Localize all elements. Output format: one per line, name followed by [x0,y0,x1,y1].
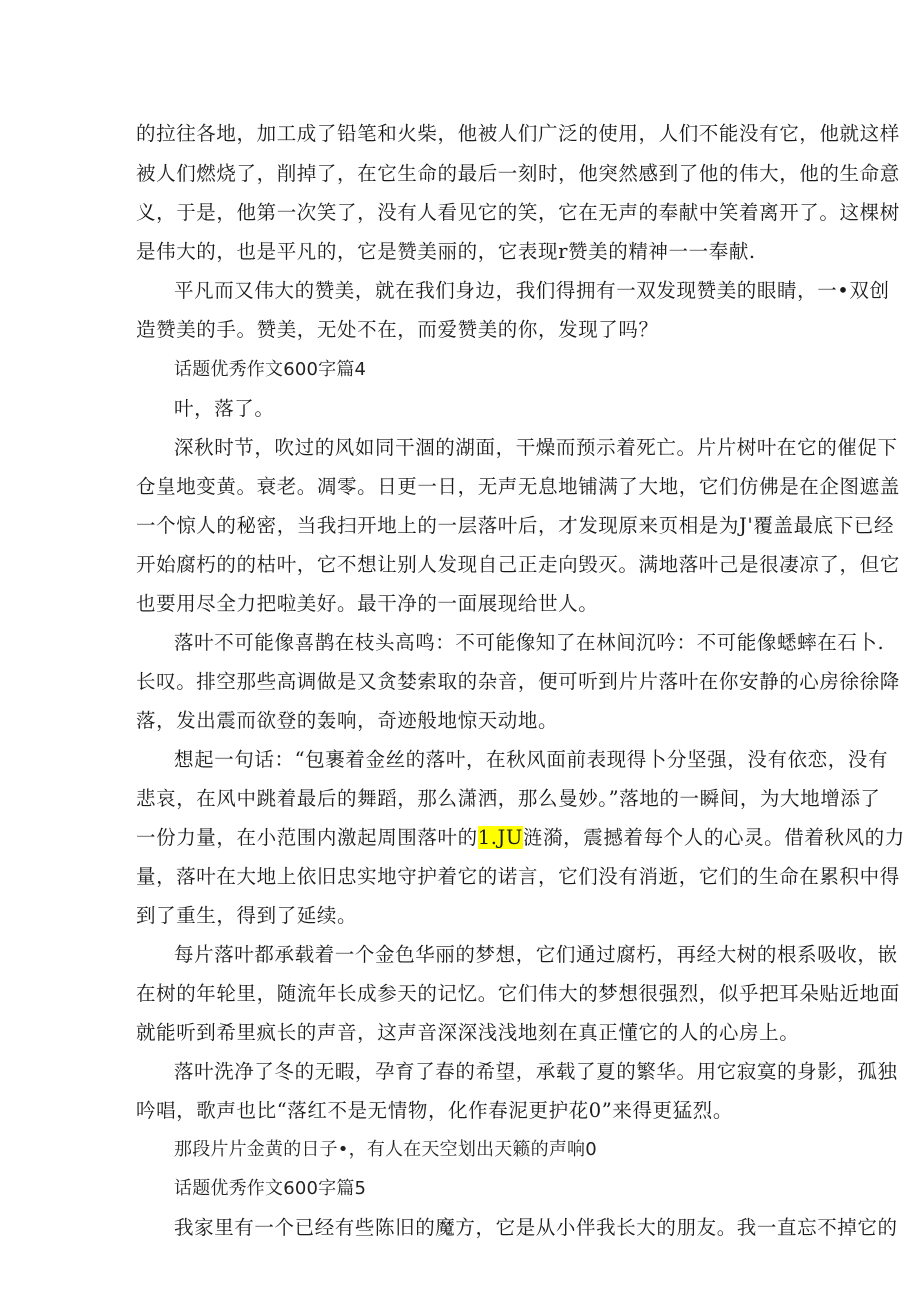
paragraph-1-line-2: 被人们燃烧了，削掉了，在它生命的最后一刻时，他突然感到了他的伟大，他的生命意 [136,162,900,185]
paragraph-6-line-2: 悲哀，在风中跳着最后的舞蹈，那么潇洒，那么曼妙。”落地的一瞬间，为大地增添了 [136,787,881,810]
paragraph-5-line-2: 长叹。排空那些高调做是又贪婪索取的杂音，便可听到片片落叶在你安静的心房徐徐降 [136,670,900,693]
paragraph-8-line-1: 落叶洗净了冬的无暇，孕育了春的希望，承载了夏的繁华。用它寂寞的身影，孤独 [174,1060,898,1083]
paragraph-7-line-1: 每片落叶都承载着一个金色华丽的梦想，它们通过腐朽，再经大树的根系吸收，嵌 [174,943,898,966]
paragraph-5-line-1: 落叶不可能像喜鹊在枝头高鸣：不可能像知了在林间沉吟：不可能像蟋蟀在石卜. [174,631,885,654]
paragraph-1-line-3: 义，于是，他第一次笑了，没有人看见它的笑，它在无声的奉献中笑着离开了。这棵树 [136,201,900,224]
paragraph-4-line-3: 一个惊人的秘密，当我扫开地上的一层落叶后，才发现原来页相是为J'覆盖最底下已经 [136,514,895,537]
paragraph-10-line-1: 我家里有一个已经有些陈旧的魔方，它是从小伴我长大的朋友。我一直忘不掉它的 [174,1216,898,1239]
paragraph-7-line-3: 就能听到希里疯长的声音，这声音深深浅浅地刻在真正懂它的人的心房上。 [136,1021,800,1044]
paragraph-6-line-5: 到了重生，得到了延续。 [136,904,358,927]
paragraph-4-line-1: 深秋时节，吹过的风如同干涸的湖面，干燥而预示着死亡。片片树叶在它的催促下 [174,436,898,459]
paragraph-7-line-2: 在树的年轮里，随流年长成参天的记忆。它们伟大的梦想很强烈，似乎把耳朵贴近地面 [136,982,900,1005]
paragraph-6-line-3 [136,826,905,850]
paragraph-6-line-3-before: 一份力量，在小范围内激起周围落叶的 [136,826,478,849]
paragraph-6-line-1: 想起一句话：“包裹着金丝的落叶，在秋风面前表现得卜分坚强，没有依恋，没有 [174,748,889,771]
paragraph-4-line-4: 开始腐朽的的枯叶，它不想让别人发现自己正走向毁灭。满地落叶己是很凄凉了，但它 [136,553,900,576]
paragraph-1-line-4: 是伟大的，也是平凡的，它是赞美丽的，它表现r赞美的精神一一奉献. [136,240,756,263]
highlighted-text: 1.JU [477,826,523,849]
paragraph-2-line-1: 平凡而又伟大的赞美，就在我们身边，我们得拥有一双发现赞美的眼睛，一•双创 [174,279,890,302]
paragraph-2-line-2: 造赞美的手。赞美，无处不在，而爱赞美的你，发现了吗？ [136,318,659,341]
paragraph-6-line-4: 量，落叶在大地上依旧忠实地守护着它的诺言，它们没有消逝，它们的生命在累积中得 [136,865,900,888]
section-heading-4: 话题优秀作文600字篇4 [174,359,367,380]
paragraph-6-line-3-after: 涟漪，震撼着每个人的心灵。借着秋风的力 [522,826,905,849]
paragraph-4-line-5: 也要用尽全力把啦美好。最干净的一面展现给世人。 [136,592,599,615]
paragraph-5-line-3: 落，发出震而欲登的轰响，奇迹般地惊天动地。 [136,709,559,732]
paragraph-4-line-2: 仓皇地变黄。衰老。凋零。日更一日，无声无息地铺满了大地，它们仿佛是在企图遮盖 [136,475,900,498]
paragraph-1-line-1: 的拉往各地，加工成了铅笔和火柴，他被人们广泛的使用，人们不能没有它，他就这样 [136,122,900,145]
section-heading-5: 话题优秀作文600字篇5 [174,1178,367,1199]
paragraph-3: 叶，落了。 [174,397,275,420]
paragraph-8-line-2: 吟唱，歌声也比“落红不是无情物，化作春泥更护花0”来得更猛烈。 [136,1099,733,1122]
paragraph-9: 那段片片金黄的日子•，有人在天空划出天籁的声响0 [174,1139,597,1160]
